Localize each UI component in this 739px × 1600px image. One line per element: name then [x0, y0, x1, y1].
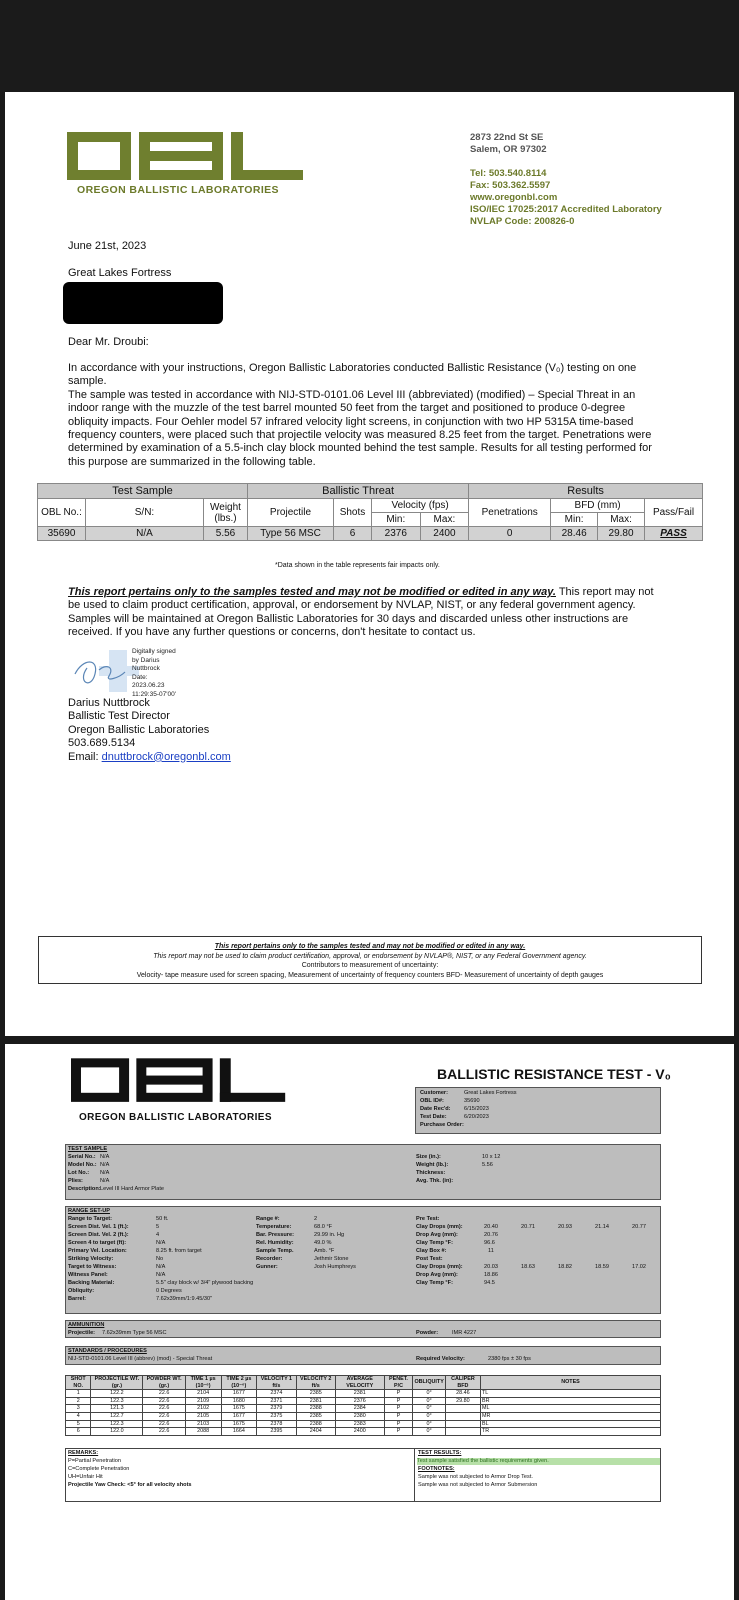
logo-subtitle: OREGON BALLISTIC LABORATORIES: [77, 184, 279, 196]
ammunition-box: AMMUNITION Projectile: 7.62x39mm Type 56 MSC Powder: IMR 4227: [65, 1320, 661, 1338]
signer-block: Darius Nuttbrock Ballistic Test Director Oregon Ballistic Laboratories 503.689.5134 Email: dnuttbrock@oregonbl.com: [68, 697, 231, 763]
range-setup-box: RANGE SET-UP Range to Target: 50 ft. Screen Dist. Vel. 1 (ft.): 5 Screen Dist. Vel. 2 (ft.): 4 Screen 4 to target (ft): N/A Primary Vel. Location: 8.25 ft. from target Striking Velocity: No Target to Witness: N/A Witness Panel: N/A Backing Material: 5.5" clay block w/ 3/4" plywood backing Obliquity: 0 Degrees Barrel: 7.62x39mm/1:9.45/30" Range #: 2 Temperature: 68.0 °F Bar. Pressure: 29.99 in. Hg Rel. Humidity: 49.0 % Sample Temp. Amb. °F Recorder: Jethmir Stone Gunner: Josh Humphreys Pre Test: Clay Drops (mm): 20.40 20.71 20.93 21.14 20.77 Drop Avg (mm): 20.76 Clay Temp °F: 96.6 Clay Box #: 11 Post Test: Clay Drops (mm): 20.03 18.63 18.82 18.59 17.02 Drop Avg (mm): 18.86 Clay Temp °F: 94.5: [65, 1206, 661, 1314]
disclaimer: This report pertains only to the samples tested and may not be modified or edited in any way. This report may not be used to claim product certification, approval, or endorsement by NVLAP, NIST, or any federal government agency. Samples will be maintained at Oregon Ballistic Laboratories for 30 days and discarded unless other instructions are received. If you have any further questions or concerns, don't hesitate to contact us.: [68, 586, 654, 639]
pass-result: PASS: [645, 527, 703, 541]
obl-logo-page2: [71, 1058, 287, 1104]
shot-data-table: SHOT NO. PROJECTILE WT. (gr.) POWDER WT. (gr.) TIME 1 µs (10⁻⁶) TIME 2 µs (10⁻⁶) VELOCITY 1 ft/s VELOCITY 2 ft/s AVERAGE VELOCITY PENET. P/C OBLIQUITY CALIPER BFD NOTES 1 122.2 22.6 2104 1677 2374 2385 2381 P 0° 28.46 TL 2 122.3 22.6 2109 1680 2371 2381 2376 P 0° 29.80 BR 3 121.3 22.6 2102 1675 2379 2388 2384 P 0° ML 4 122.7 22.6 2105 1677 2375 2385 2380 P 0° MR 5 122.3 22.6 2103 1675 2378 2388 2383 P 0° BL 6 122.0 22.6 2088 1664 2395 2404 2400 P 0° TR: [65, 1375, 661, 1436]
table-row: 3 121.3 22.6 2102 1675 2379 2388 2384 P 0° ML: [66, 1405, 661, 1413]
footer-disclaimer-box: This report pertains only to the samples tested and may not be modified or edited in any way. This report may not be used to claim product certification, approval, or endorsement by NVLAP®, NIST, or any Federal Government agency. Contributors to measurement of uncertainty: Velocity- tape measure used for screen spacing, Measurement of uncertainty of frequency counters BFD- Measurement of uncertainty of depth gauges: [38, 936, 702, 984]
recipient-name: Great Lakes Fortress: [68, 267, 172, 279]
salutation: Dear Mr. Droubi:: [68, 336, 149, 348]
table-note: *Data shown in the table represents fair impacts only.: [275, 562, 440, 569]
table-row: 6 122.0 22.6 2088 1664 2395 2404 2400 P 0° TR: [66, 1428, 661, 1436]
redacted-block: [63, 282, 223, 324]
logo-subtitle-page2: OREGON BALLISTIC LABORATORIES: [79, 1112, 272, 1123]
table-row: 35690 N/A 5.56 Type 56 MSC 6 2376 2400 0 28.46 29.80 PASS: [38, 527, 703, 541]
letter-date: June 21st, 2023: [68, 240, 147, 252]
table-row: 4 122.7 22.6 2105 1677 2375 2385 2380 P 0° MR: [66, 1412, 661, 1420]
lab-contact: Tel: 503.540.8114 Fax: 503.362.5597 www.oregonbl.com ISO/IEC 17025:2017 Accredited Laboratory NVLAP Code: 200826-0: [470, 168, 662, 227]
results-summary-table: Test Sample Ballistic Threat Results OBL No.: S/N: Weight (lbs.) Projectile Shots Velocity (fps) Penetrations BFD (mm) Pass/Fail Min: Max: Min: Max: 35690 N/A 5.56 Type 56 MSC 6 2376 2400 0 28.46 29.80 PASS: [37, 483, 703, 541]
test-sample-box: TEST SAMPLE Serial No.: N/A Model No.: N/A Lot No.: N/A Plies: N/A Description:Level III Hard Armor Plate Size (in.): 10 x 12 Weight (lb.): 5.56 Thickness: Avg. Thk. (in):: [65, 1144, 661, 1200]
remarks-results-box: REMARKS: P=Partial Penetration C=Complete Penetration UH=Unfair Hit Projectile Yaw Check: <5° for all velocity shots TEST RESULTS: Test sample satisfied the ballistic requirements given. FOOTNOTES: Sample was not subjected to Armor Drop Test. Sample was not subjected to Armor Submersion: [65, 1448, 661, 1502]
table-row: 1 122.2 22.6 2104 1677 2374 2385 2381 P 0° 28.46 TL: [66, 1390, 661, 1398]
standards-box: STANDARDS / PROCEDURES NIJ-STD-0101.06 Level III (abbrev) (mod) - Special Threat Required Velocity: 2380 fps ± 30 fps: [65, 1346, 661, 1365]
customer-box: Customer: Great Lakes Fortress OBL ID#: 35690 Date Rec'd: 6/15/2023 Test Date: 6/20/2023 Purchase Order:: [415, 1087, 661, 1134]
letter-body: In accordance with your instructions, Oregon Ballistic Laboratories conducted Ballistic Resistance (V₀) testing on one sample. The sample was tested in accordance with NIJ-STD-0101.06 Level III (abbreviated) (modified) – Special Threat in an indoor range with the muzzle of the test barrel mounted 50 feet from the target and positioned to produce 0-degree obliquity impacts. Four Oehler model 57 infrared velocity light screens, in conjunction with two HP 5315A time-based frequency counters, were placed such that projectile velocity was measured 8.25 feet from the target. Penetrations were determined by examination of a 5.5-inch clay block mounted behind the test sample. Results for all testing performed for this purpose are summarized in the following table.: [68, 362, 652, 468]
top-dark-bar: [0, 0, 739, 92]
test-title: BALLISTIC RESISTANCE TEST - V₀: [437, 1066, 671, 1082]
report-page-2: [5, 1044, 734, 1600]
test-result-passed: Test sample satisfied the ballistic requirements given.: [417, 1458, 660, 1465]
lab-address: 2873 22nd St SE Salem, OR 97302: [470, 132, 547, 155]
report-page-1: [5, 92, 734, 1036]
table-row: 2 122.3 22.6 2109 1680 2371 2381 2376 P 0° 29.80 BR: [66, 1397, 661, 1405]
table-row: 5 122.3 22.6 2103 1675 2378 2388 2383 P 0° BL: [66, 1420, 661, 1428]
obl-logo: [67, 132, 305, 182]
email-link[interactable]: dnuttbrock@oregonbl.com: [101, 750, 231, 763]
digital-signature-text: Digitally signed by Darius Nuttbrock Date: 2023.06.23 11:29:35-07'00': [132, 648, 176, 698]
